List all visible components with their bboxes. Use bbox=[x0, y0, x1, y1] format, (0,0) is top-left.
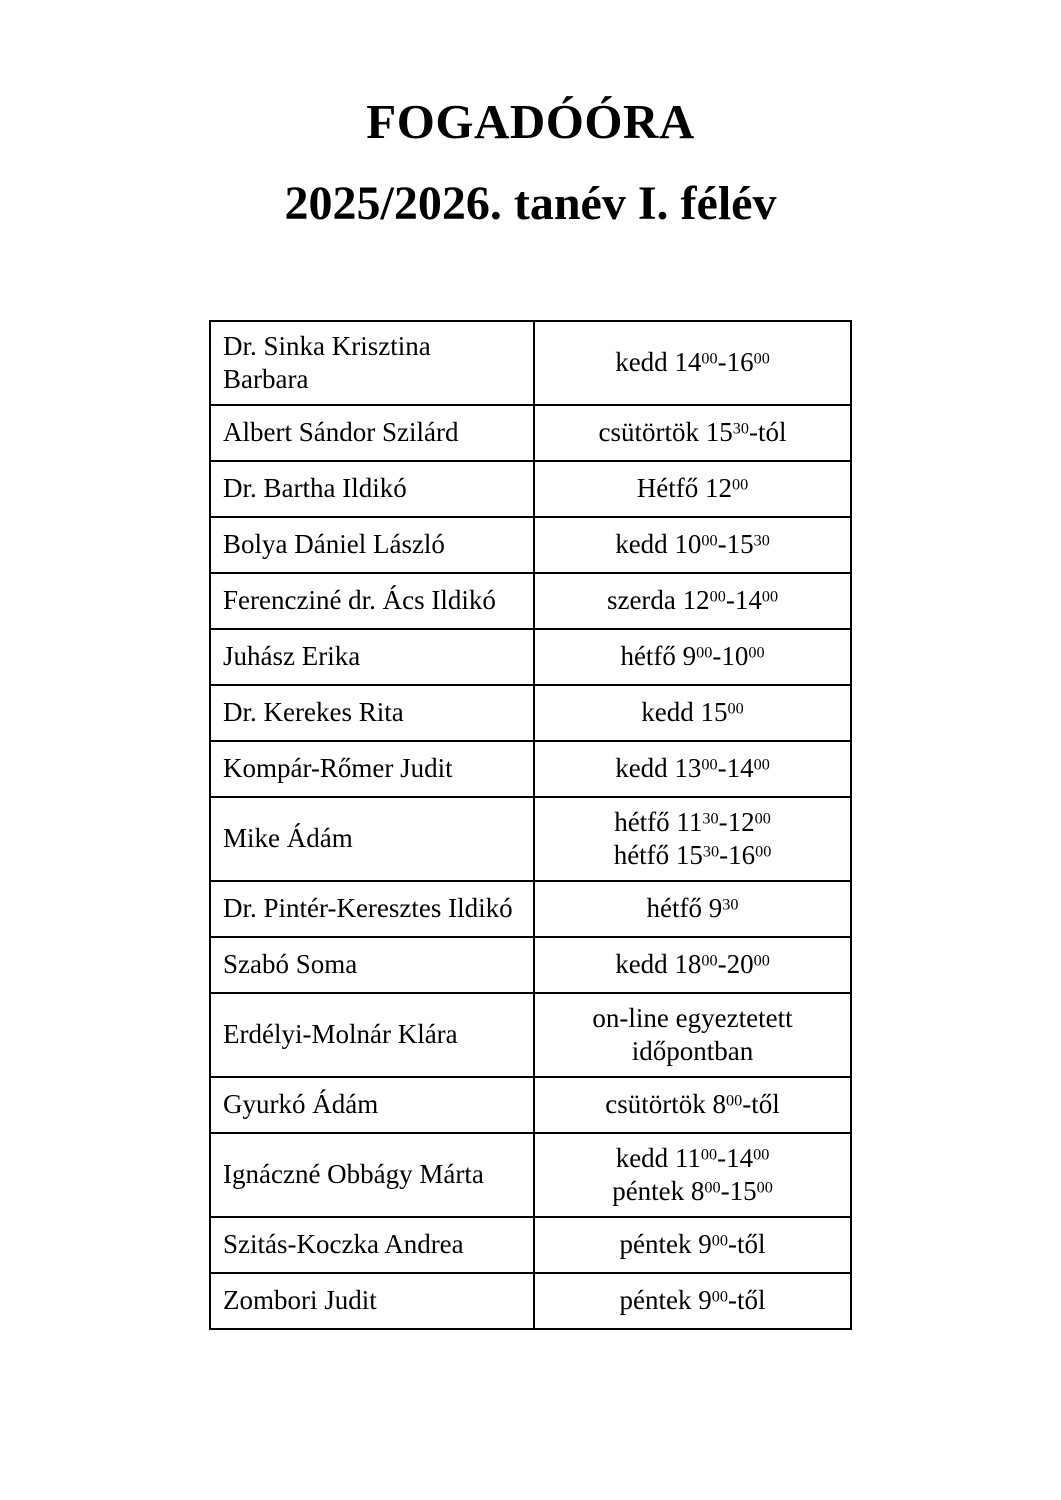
teacher-name-cell: Dr. Pintér-Keresztes Ildikó bbox=[210, 881, 534, 937]
table-row bbox=[210, 993, 851, 1077]
table-row bbox=[210, 629, 851, 685]
table-row bbox=[210, 1217, 851, 1273]
page-subtitle: 2025/2026. tanév I. félév bbox=[284, 177, 777, 231]
teacher-name-cell: Szabó Soma bbox=[210, 937, 534, 993]
table-row bbox=[210, 461, 851, 517]
teacher-name-cell: Mike Ádám bbox=[210, 797, 534, 881]
table-row bbox=[210, 741, 851, 797]
office-hours-line: kedd $14^{00}-16^{00}$ bbox=[615, 347, 770, 378]
office-hours-cell bbox=[534, 993, 851, 1077]
teacher-name-cell: Szitás-Koczka Andrea bbox=[210, 1217, 534, 1273]
office-hours-cell bbox=[534, 629, 851, 685]
office-hours-line: hétfő $9^{00}-10^{00}$ bbox=[620, 641, 765, 672]
office-hours-line: kedd $15^{00}$ bbox=[641, 697, 744, 728]
office-hours-line: hétfő $11^{30}-12^{00}$ bbox=[614, 806, 771, 837]
office-hours-line: kedd $18^{00}-20^{00}$ bbox=[615, 949, 770, 980]
office-hours-cell bbox=[534, 321, 851, 405]
table-row bbox=[210, 1077, 851, 1133]
teacher-name-cell: Dr. Bartha Ildikó bbox=[210, 461, 534, 517]
teacher-name-cell: Kompár-Rőmer Judit bbox=[210, 741, 534, 797]
office-hours-line: péntek $8^{00}-15^{00}$ bbox=[612, 1175, 773, 1206]
teacher-name-cell: Juhász Erika bbox=[210, 629, 534, 685]
table-row bbox=[210, 321, 851, 405]
office-hours-cell bbox=[534, 1217, 851, 1273]
office-hours-cell bbox=[534, 881, 851, 937]
teacher-name-cell: Gyurkó Ádám bbox=[210, 1077, 534, 1133]
office-hours-cell bbox=[534, 461, 851, 517]
table-row bbox=[210, 685, 851, 741]
table-row bbox=[210, 405, 851, 461]
teacher-name-cell: Ferencziné dr. Ács Ildikó bbox=[210, 573, 534, 629]
page-title: FOGADÓÓRA bbox=[366, 94, 695, 149]
office-hours-cell bbox=[534, 741, 851, 797]
office-hours-table-body bbox=[210, 321, 851, 1329]
office-hours-line: szerda $12^{00}-14^{00}$ bbox=[606, 585, 779, 616]
teacher-name-cell: Bolya Dániel László bbox=[210, 517, 534, 573]
office-hours-line: hétfő $15^{30}-16^{00}$ bbox=[613, 839, 772, 870]
office-hours-line: hétfő $9^{30}$ bbox=[646, 893, 739, 924]
table-row bbox=[210, 937, 851, 993]
teacher-name-cell: Ignáczné Obbágy Márta bbox=[210, 1133, 534, 1217]
office-hours-cell bbox=[534, 573, 851, 629]
teacher-name-cell: Zombori Judit bbox=[210, 1273, 534, 1329]
office-hours-line: kedd $11^{00}-14^{00}$ bbox=[615, 1142, 770, 1173]
table-row bbox=[210, 573, 851, 629]
table-row bbox=[210, 1273, 851, 1329]
table-row bbox=[210, 797, 851, 881]
office-hours-cell bbox=[534, 517, 851, 573]
table-row bbox=[210, 1133, 851, 1217]
office-hours-cell bbox=[534, 1133, 851, 1217]
office-hours-line: péntek $9^{00}$-től bbox=[619, 1285, 766, 1316]
office-hours-table bbox=[209, 320, 852, 1330]
office-hours-cell bbox=[534, 1077, 851, 1133]
office-hours-line: Hétfő $12^{00}$ bbox=[636, 473, 749, 504]
teacher-name-cell: Albert Sándor Szilárd bbox=[210, 405, 534, 461]
teacher-name-cell: Dr. Kerekes Rita bbox=[210, 685, 534, 741]
table-row bbox=[210, 881, 851, 937]
office-hours-line: kedd $10^{00}-15^{30}$ bbox=[615, 529, 770, 560]
office-hours-line: csütörtök $15^{30}$-tól bbox=[598, 417, 787, 448]
teacher-name-cell: Erdélyi-Molnár Klára bbox=[210, 993, 534, 1077]
office-hours-line: csütörtök $8^{00}$-től bbox=[605, 1089, 780, 1120]
office-hours-cell bbox=[534, 937, 851, 993]
office-hours-line: péntek $9^{00}$-től bbox=[619, 1229, 766, 1260]
office-hours-cell bbox=[534, 797, 851, 881]
table-row bbox=[210, 517, 851, 573]
office-hours-cell bbox=[534, 685, 851, 741]
office-hours-cell bbox=[534, 1273, 851, 1329]
office-hours-line: on-line egyeztetett időpontban bbox=[592, 1002, 793, 1066]
office-hours-line: kedd $13^{00}-14^{00}$ bbox=[615, 753, 770, 784]
office-hours-cell bbox=[534, 405, 851, 461]
teacher-name-cell: Dr. Sinka Krisztina Barbara bbox=[210, 321, 534, 405]
